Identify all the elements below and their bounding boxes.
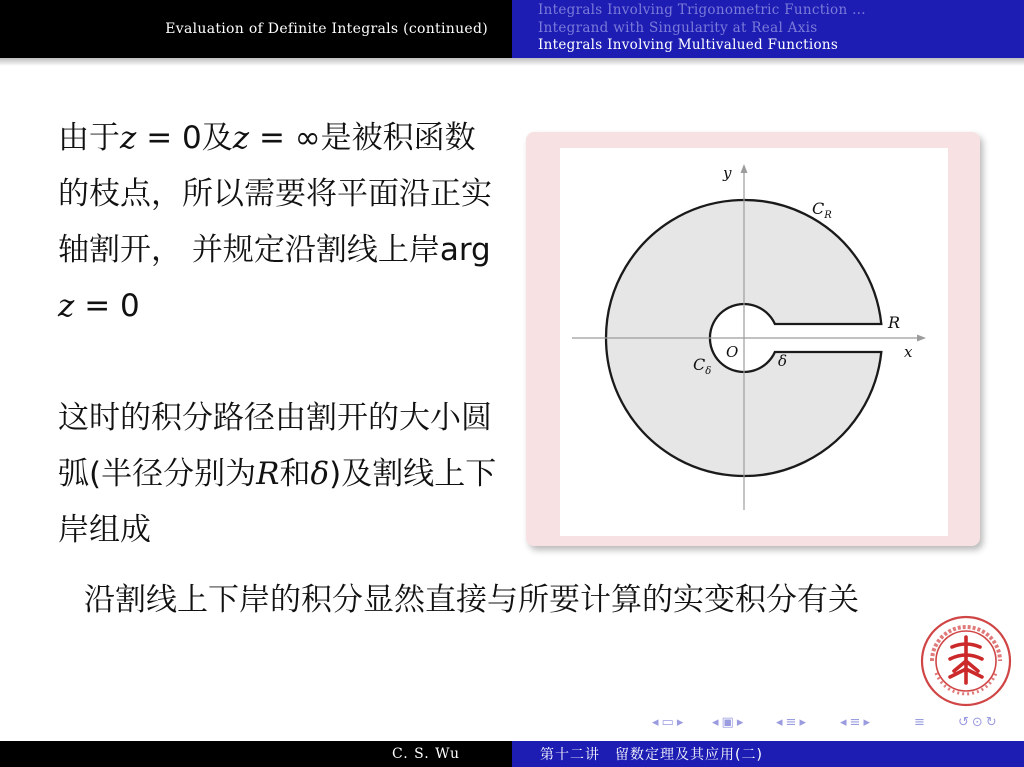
label-Cdelta-main: C [693, 355, 706, 374]
nav-search-icon[interactable]: ↺ ⊙ ↻ [958, 715, 997, 730]
header-shadow [0, 58, 1024, 66]
p1-math-z2: z [232, 120, 250, 156]
nav-subsection-icon[interactable]: ◂ ▣ ▸ [712, 715, 744, 730]
section-title-text: Evaluation of Definite Integrals (continued) [165, 21, 488, 37]
paragraph-branch-points [58, 110, 498, 334]
label-R: R [888, 313, 901, 332]
p1-text-c: = ∞是被积函数的枝点，所以需要将平面沿正实轴割开， 并规定沿割线上岸arg [58, 120, 492, 268]
p2-text-c: )及割线上下岸组成 [58, 456, 497, 548]
label-CR-sub: R [824, 210, 832, 221]
p2-math-R: R [256, 456, 280, 492]
paragraph-cut-integral: 沿割线上下岸的积分显然直接与所要计算的实变积分有关 [84, 582, 859, 618]
author-text: C. S. Wu [392, 746, 460, 762]
nav-slide-icon[interactable]: ◂ ≡ ▸ [840, 715, 870, 730]
label-delta: δ [778, 352, 788, 370]
label-y: y [723, 164, 732, 182]
header-section-title[interactable] [0, 0, 512, 58]
p1-text-b: = 0及 [136, 120, 233, 156]
footer-author [0, 741, 512, 767]
label-Cdelta-sub: δ [705, 366, 712, 377]
label-origin: O [726, 343, 739, 361]
p1-text-a: 由于 [58, 120, 120, 156]
subsection-link-multivalued[interactable]: Integrals Involving Multivalued Functions [538, 37, 839, 53]
x-axis-arrow [917, 335, 926, 342]
label-x: x [904, 343, 913, 361]
nav-frame-icon[interactable]: ◂ ▭ ▸ [652, 715, 684, 730]
contour-diagram [560, 148, 948, 536]
university-seal-logo [920, 615, 1012, 707]
p1-math-z3: z [58, 288, 75, 324]
subsection-link-trig[interactable]: Integrals Involving Trigonometric Function ... [538, 2, 866, 18]
p2-text-a: 这时的积分路径由割开的大小圆弧(半径分别为 [58, 400, 492, 492]
subsection-link-singularity[interactable]: Integrand with Singularity at Real Axis [538, 19, 818, 36]
label-CR-main: C [812, 199, 825, 218]
nav-align-icon[interactable]: ≡ [914, 715, 925, 730]
p1-math-z1: z [120, 120, 137, 156]
label-CR [812, 199, 832, 221]
y-axis-arrow [741, 164, 748, 173]
p1-text-d: = 0 [74, 288, 140, 324]
p2-text-b: 和 [279, 456, 311, 492]
nav-section-icon[interactable]: ◂ ≡ ▸ [776, 715, 806, 730]
footer-lecture [512, 741, 1024, 767]
header-subsection-list [512, 0, 1024, 58]
p2-math-delta: δ [310, 456, 330, 492]
lecture-text: 第十二讲 留数定理及其应用(二) [540, 747, 763, 763]
paragraph-contour [58, 390, 498, 558]
